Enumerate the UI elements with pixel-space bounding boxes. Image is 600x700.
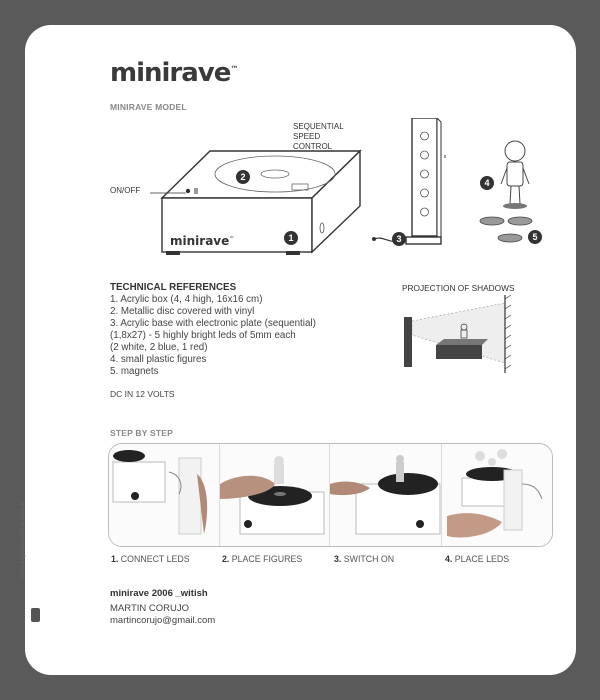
tech-line: 1. Acrylic box (4, 4 high, 16x16 cm) — [110, 294, 263, 305]
step-photo-3 — [329, 444, 442, 546]
tech-line: 2. Metallic disc covered with vinyl — [110, 306, 255, 317]
plastic-figure — [507, 162, 523, 186]
projection-diagram — [400, 295, 520, 375]
step-4-label: 4. PLACE LEDS — [445, 554, 510, 564]
label-on-off: ON/OFF — [110, 186, 141, 195]
technical-references — [110, 282, 390, 400]
step-photo-1 — [109, 444, 219, 546]
step-photo-4 — [441, 444, 553, 546]
magnet — [480, 217, 504, 225]
projector-tower — [404, 317, 412, 367]
badge-4: 4 — [480, 176, 494, 190]
projection-box — [436, 345, 482, 359]
badge-5: 5 — [528, 230, 542, 244]
espaciocabina-logo: www.espaciocabina.com.ar — [20, 500, 26, 578]
step-3-label: 3. SWITCH ON — [334, 554, 395, 564]
tech-line: 5. magnets — [110, 366, 159, 377]
side-logo-mark — [31, 608, 40, 622]
credit-title: minirave 2006 _witish — [110, 588, 208, 599]
badge-2: 2 — [236, 170, 250, 184]
steps-photo-strip — [108, 443, 553, 547]
tech-line: (1,8x27) - 5 highly bright leds of 5mm each — [110, 330, 296, 341]
minirave-logo: minirave™ — [110, 58, 238, 88]
label-sequential-speed: SEQUENTIAL SPEED CONTROL — [293, 122, 344, 151]
section-title-model: MINIRAVE MODEL — [110, 102, 187, 112]
badge-3: 3 — [392, 232, 406, 246]
credits — [110, 588, 215, 627]
onoff-switch — [186, 189, 190, 193]
credit-author: MARTIN CORUJO — [110, 603, 189, 614]
step-2-label: 2. PLACE FIGURES — [222, 554, 303, 564]
projection-title: PROJECTION OF SHADOWS — [402, 283, 515, 293]
step-1-label: 1. CONNECT LEDS — [111, 554, 190, 564]
led-tower — [412, 118, 437, 236]
box-logo: minirave™ — [170, 234, 235, 248]
tech-line: 4. small plastic figures — [110, 354, 207, 365]
credit-email[interactable]: martincorujo@gmail.com — [110, 615, 216, 626]
tech-line: 3. Acrylic base with electronic plate (sequential) — [110, 318, 316, 329]
step-photo-2 — [219, 444, 330, 546]
tech-heading: TECHNICAL REFERENCES — [110, 282, 237, 293]
tech-line: (2 white, 2 blue, 1 red) — [110, 342, 208, 353]
section-title-steps: STEP BY STEP — [110, 428, 174, 438]
badge-1: 1 — [284, 231, 298, 245]
power-spec: DC IN 12 VOLTS — [110, 389, 175, 399]
